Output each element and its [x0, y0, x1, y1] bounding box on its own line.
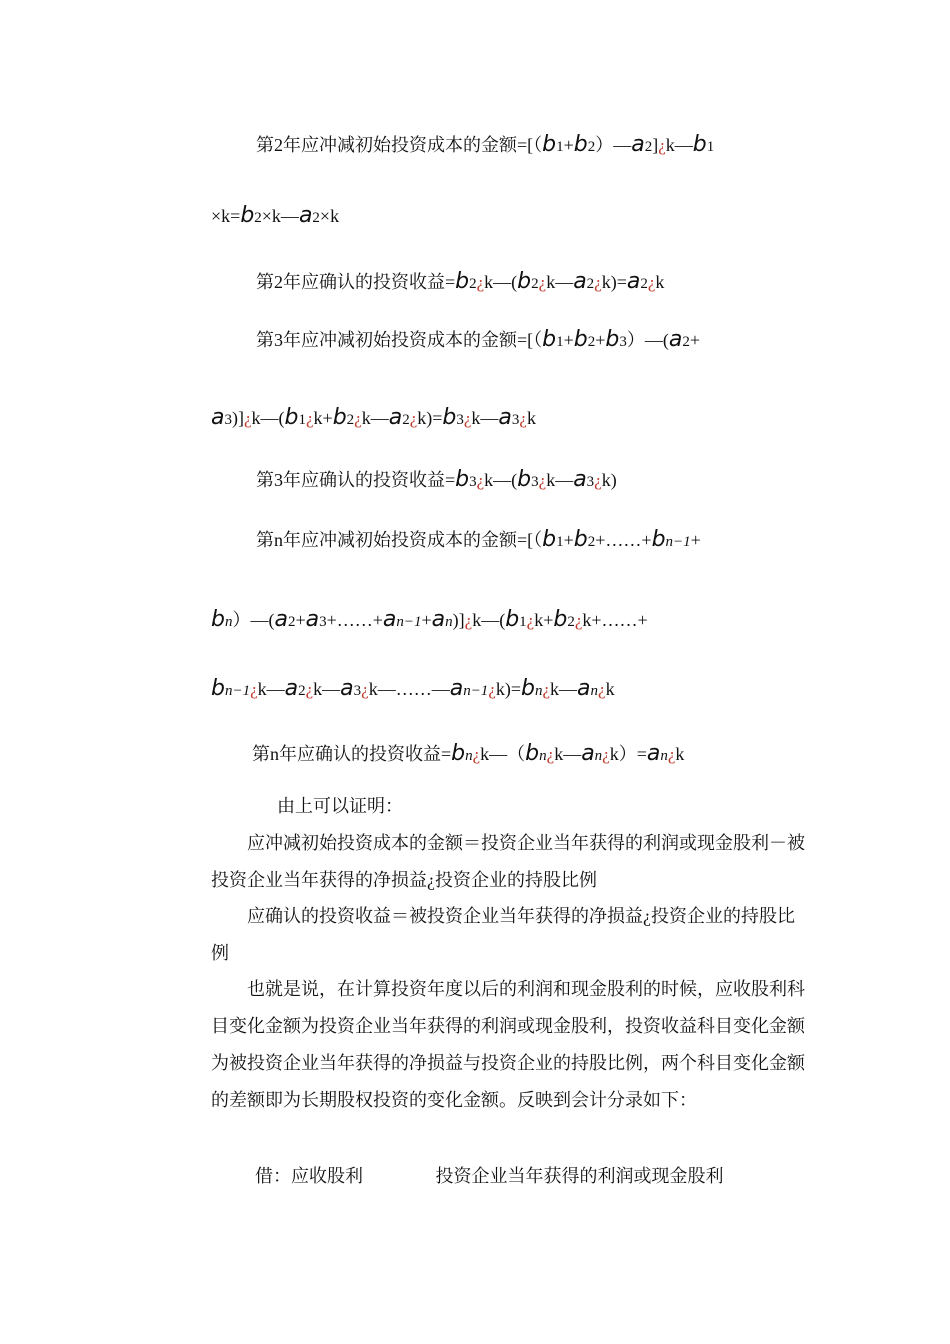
entry-description: 投资企业当年获得的利润或现金股利	[435, 1166, 724, 1186]
formula-line	[211, 405, 536, 430]
multiply-symbol: ¿	[594, 273, 602, 292]
math-subscript: 1	[706, 139, 715, 155]
formula-text: +	[295, 610, 306, 630]
math-subscript: 1	[556, 139, 564, 155]
formula-line	[256, 131, 714, 157]
multiply-symbol: ¿	[361, 680, 369, 699]
formula-text: k—(	[484, 272, 518, 292]
math-variable: b	[521, 676, 535, 701]
multiply-symbol: ¿	[647, 273, 656, 292]
math-subscript: n	[224, 614, 233, 630]
math-subscript: 2	[298, 683, 306, 699]
math-subscript: n	[590, 683, 599, 699]
math-subscript: 2	[587, 334, 596, 350]
math-subscript: 2	[346, 412, 355, 428]
math-subscript: n−1	[463, 683, 489, 699]
math-subscript: 2	[531, 276, 539, 292]
multiply-symbol: ¿	[354, 409, 362, 428]
math-variable: b	[211, 676, 225, 701]
multiply-symbol: ¿	[305, 680, 314, 699]
formula-text: 第3年应确认的投资收益=	[256, 470, 456, 490]
formula-text: k）=	[609, 744, 647, 764]
formula-text: k)=	[417, 408, 443, 428]
formula-text: ×k—	[261, 206, 299, 226]
math-subscript: 3	[224, 412, 232, 428]
multiply-symbol: ¿	[538, 471, 547, 490]
multiply-symbol: ¿	[598, 680, 606, 699]
formula-text: +	[690, 530, 701, 550]
debit-account: 借：应收股利	[255, 1166, 363, 1186]
formula-line	[211, 606, 648, 632]
math-variable: b	[573, 132, 588, 157]
formula-text: k—	[554, 744, 582, 764]
multiply-symbol: ¿	[538, 273, 547, 292]
math-variable: a	[305, 607, 320, 632]
math-variable: a	[449, 676, 464, 701]
formula-text: k	[526, 408, 536, 428]
formula-text: 第n年应冲减初始投资成本的金额=[（	[256, 530, 543, 550]
math-subscript: 2	[682, 334, 690, 350]
formula-text: ]	[652, 135, 659, 155]
math-variable: b	[211, 607, 225, 632]
formula-text: k—	[257, 679, 285, 699]
multiply-symbol: ¿	[488, 680, 496, 699]
multiply-symbol: ¿	[667, 745, 676, 764]
formula-line	[256, 268, 664, 294]
formula-text: +	[689, 330, 701, 350]
formula-text: k	[655, 272, 665, 292]
multiply-symbol: ¿	[306, 409, 314, 428]
math-subscript: n−1	[665, 534, 691, 550]
math-variable: b	[525, 741, 540, 766]
multiply-symbol: ¿	[464, 611, 473, 630]
math-variable: b	[542, 527, 557, 552]
math-subscript: n	[445, 614, 453, 630]
math-variable: b	[442, 405, 457, 430]
math-subscript: 2	[402, 412, 410, 428]
formula-text: k+……+	[582, 610, 648, 630]
math-subscript: 3	[319, 614, 327, 630]
math-subscript: 1	[298, 412, 306, 428]
math-subscript: 3	[511, 412, 520, 428]
conclusion-intro: 由上可以证明：	[277, 796, 403, 816]
formula-text: 第2年应确认的投资收益=	[256, 272, 456, 292]
math-subscript: 3	[531, 474, 539, 490]
math-variable: b	[573, 327, 588, 352]
formula-text: ）—(	[626, 330, 669, 350]
math-variable: b	[240, 203, 255, 228]
math-subscript: 2	[469, 276, 477, 292]
formula-text: k)	[601, 470, 617, 490]
formula-text: k+	[534, 610, 554, 630]
math-variable: a	[646, 741, 661, 766]
math-variable: a	[577, 676, 591, 701]
math-variable: b	[284, 405, 299, 430]
math-subscript: n−1	[396, 614, 422, 630]
math-subscript: n−1	[224, 683, 251, 699]
math-variable: b	[517, 467, 532, 492]
multiply-symbol: ¿	[602, 745, 610, 764]
formula-text: ×k	[319, 206, 340, 226]
math-variable: a	[573, 467, 587, 492]
formula-text: k—	[546, 272, 574, 292]
math-variable: a	[431, 607, 446, 632]
formula-text: +……+	[326, 610, 383, 630]
multiply-symbol: ¿	[472, 745, 481, 764]
math-variable: b	[553, 607, 568, 632]
formula-line	[211, 203, 339, 228]
formula-text: k+	[313, 408, 333, 428]
math-subscript: 2	[644, 139, 653, 155]
formula-text: k—	[361, 408, 389, 428]
multiply-symbol: ¿	[243, 409, 252, 428]
formula-text: k—（	[480, 744, 526, 764]
math-subscript: n	[465, 748, 473, 764]
formula-line	[252, 740, 684, 766]
formula-line	[211, 676, 615, 701]
multiply-symbol: ¿	[519, 409, 527, 428]
math-variable: b	[692, 132, 707, 157]
formula-text: k—	[550, 679, 578, 699]
paragraph-explanation: 也就是说，在计算投资年度以后的利润和现金股利的时候，应收股利科目变化金额为投资企业当年获得的利润或现金股利，投资收益科目变化金额为被投资企业当年获得的净损益与投资企业的持股比例，两个科目变化金额的差额即为长期股权投资的变化金额。反映到会计分录如下：	[211, 979, 805, 1110]
math-subscript: 2	[567, 614, 575, 630]
formula-text: k)=	[601, 272, 627, 292]
multiply-symbol: ¿	[594, 471, 602, 490]
math-subscript: 3	[586, 474, 595, 490]
math-variable: a	[340, 676, 354, 701]
multiply-symbol: ¿	[542, 680, 551, 699]
formula-text: 第n年应确认的投资收益=	[252, 744, 452, 764]
formula-text: k)=	[495, 679, 522, 699]
formula-text: )]	[452, 610, 465, 630]
multiply-symbol: ¿	[574, 611, 583, 630]
math-subscript: 3	[353, 683, 362, 699]
formula-text: k—	[665, 135, 693, 155]
math-subscript: 2	[287, 614, 296, 630]
math-variable: b	[451, 741, 466, 766]
multiply-symbol: ¿	[409, 409, 418, 428]
multiply-symbol: ¿	[476, 471, 485, 490]
math-variable: a	[498, 405, 512, 430]
math-subscript: 2	[254, 210, 262, 226]
formula-text: ）—	[595, 135, 632, 155]
formula-text: +	[563, 135, 574, 155]
math-subscript: 2	[586, 276, 595, 292]
journal-entry	[255, 1162, 724, 1188]
math-variable: b	[651, 527, 666, 552]
math-variable: b	[455, 467, 470, 492]
math-variable: b	[542, 132, 557, 157]
math-subscript: 2	[587, 139, 596, 155]
math-variable: a	[626, 269, 641, 294]
math-variable: a	[631, 132, 645, 157]
math-variable: a	[388, 405, 403, 430]
math-variable: b	[573, 527, 588, 552]
multiply-symbol: ¿	[463, 409, 472, 428]
math-subscript: 1	[519, 614, 527, 630]
math-variable: b	[455, 269, 470, 294]
multiply-symbol: ¿	[658, 136, 666, 155]
math-variable: a	[573, 269, 587, 294]
math-variable: a	[211, 405, 225, 430]
formula-text: k—(	[484, 470, 518, 490]
math-variable: b	[605, 327, 620, 352]
formula-text: k—	[471, 408, 499, 428]
math-variable: b	[505, 607, 520, 632]
formula-text: ）—(	[232, 610, 275, 630]
formula-text: k—	[313, 679, 341, 699]
formula-text: 第2年应冲减初始投资成本的金额=[（	[256, 135, 543, 155]
formula-text: 第3年应冲减初始投资成本的金额=[（	[256, 330, 543, 350]
formula-text: k—……—	[368, 679, 450, 699]
math-variable: b	[332, 405, 347, 430]
formula-line	[256, 466, 617, 492]
math-subscript: n	[594, 748, 603, 764]
math-subscript: 3	[469, 474, 477, 490]
formula-text: )]	[231, 408, 244, 428]
math-subscript: n	[660, 748, 668, 764]
formula-text: k—	[546, 470, 574, 490]
formula-text: ×k=	[211, 206, 241, 226]
math-subscript: 2	[312, 210, 320, 226]
math-variable: a	[274, 607, 288, 632]
formula-line	[256, 326, 700, 352]
math-subscript: 2	[640, 276, 648, 292]
math-variable: a	[581, 741, 595, 766]
math-variable: b	[542, 327, 557, 352]
formula-text: +	[563, 330, 574, 350]
multiply-symbol: ¿	[526, 611, 535, 630]
formula-text: k	[675, 744, 685, 764]
math-subscript: 2	[587, 534, 596, 550]
formula-text: +	[563, 530, 574, 550]
math-subscript: 1	[556, 334, 564, 350]
math-subscript: 3	[456, 412, 464, 428]
formula-text: +……+	[595, 530, 652, 550]
multiply-symbol: ¿	[476, 273, 485, 292]
math-subscript: 3	[619, 334, 627, 350]
math-variable: a	[668, 327, 683, 352]
formula-text: k	[605, 679, 615, 699]
paragraph-offset-amount: 应冲减初始投资成本的金额＝投资企业当年获得的利润或现金股利－被投资企业当年获得的净损益¿投资企业的持股比例	[211, 833, 805, 890]
math-variable: a	[298, 203, 313, 228]
math-variable: a	[382, 607, 397, 632]
math-variable: a	[284, 676, 299, 701]
math-subscript: 1	[556, 534, 564, 550]
math-subscript: n	[539, 748, 547, 764]
math-variable: b	[517, 269, 532, 294]
formula-text: +	[421, 610, 432, 630]
multiply-symbol: ¿	[250, 680, 258, 699]
multiply-symbol: ¿	[546, 745, 555, 764]
formula-text: k—(	[472, 610, 506, 630]
formula-text: k—(	[251, 408, 285, 428]
formula-text: +	[595, 330, 606, 350]
math-subscript: n	[534, 683, 543, 699]
formula-line	[256, 526, 701, 552]
paragraph-investment-income: 应确认的投资收益＝被投资企业当年获得的净损益¿投资企业的持股比例	[211, 906, 795, 963]
